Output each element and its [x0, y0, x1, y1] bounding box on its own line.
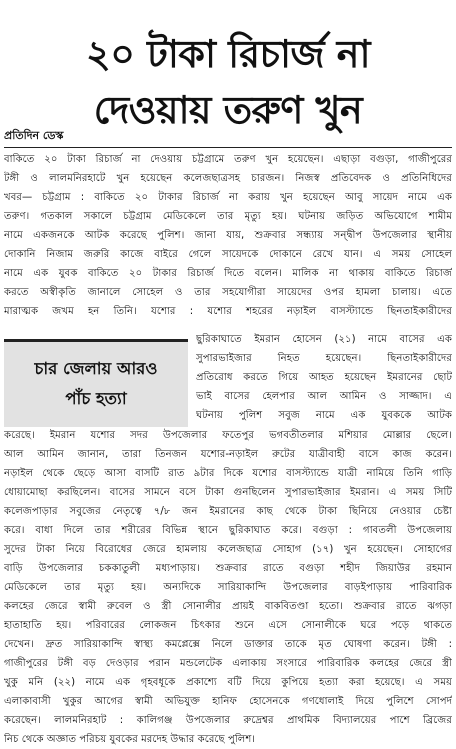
body-line: টঙ্গী ও লালমনিরহাটে খুন হয়েছেন কলেজছাত্রসহ চারজন। নিজস্ব প্রতিবেদক ও প্রতিনিধিদের [4, 173, 452, 184]
body-line: করতে অস্বীকৃতি জানালে সোহেল ও তার সহযোগীরা সায়েদের ওপর হামলা চালায়। এতে [4, 287, 452, 298]
body-line: মেডিকেলে তার মৃত্যু হয়। অন্যদিকে সারিয়াকান্দি উপজেলার বাড়ইপাড়ায় পারিবারিক [4, 582, 452, 593]
body-line: করেছে। ইমরান যশোর সদর উপজেলার ফতেপুর ভগবতীতলার মশিয়ার মোল্লার ছেলে। [4, 430, 452, 441]
body-line: তরুণ। গতকাল সকালে চট্টগ্রাম মেডিকেলে তার মৃত্যু হয়। ঘটনায় জড়িত অভিযোগে শামীম [4, 211, 452, 222]
subhead-line-2: পাঁচ হত্যা [65, 389, 127, 408]
headline-line-2: দেওয়ায় তরুণ খুন [93, 88, 363, 132]
subhead-box [4, 339, 188, 427]
body-line: দোকানি নিজাম জরুরি কাজে বাইরে গেলে সায়েদকে দোকানে রেখে যান। এ সময় সোহেল [4, 249, 452, 260]
body-line: করেছেন। লালমনিরহাট : কালিগঞ্জ উপজেলার রুদ্রেশ্বর প্রাথমিক বিদ্যালয়ের পাশে ব্রিজের [4, 715, 452, 726]
article-body-narrow [196, 330, 452, 425]
body-line: নামে এক যুবক বাকিতে ২০ টাকার রিচার্জ দিতে বলেন। মালিক না থাকায় বাকিতে রিচার্জ [4, 268, 452, 279]
body-line: ভাই বাসের হেলপার আল আমিন ও সাজ্জাদ। এ [196, 391, 452, 402]
byline-divider [4, 147, 452, 148]
body-line: গাজীপুরের টঙ্গী বড় দেওড়ার পরান মন্ডলেটেক এলাকায় সংসারে পারিবারিক কলহের জেরে স্ত্রী [4, 658, 452, 669]
body-line: নামে একজনকে আটক করেছে পুলিশ। জানা যায়, শুক্রবার সন্ধ্যায় সন্দ্বীপ উপজেলার স্থানীয় [4, 230, 452, 241]
body-line: বাকিতে ২০ টাকা রিচার্জ না দেওয়ায় চট্টগ্রামে তরুণ খুন হয়েছেন। এছাড়া বগুড়া, গাজীপুরের [4, 154, 452, 165]
body-line: সুদের টাকা নিয়ে বিরোধের জেরে হামলায় কলেজছাত্র সোহাগ (১৭) খুন হয়েছেন। সোহাগের [4, 544, 452, 555]
body-line: কলহের জেরে স্বামী রুবেল ও স্ত্রী সোনালীর প্রায়ই বাকবিতণ্ডা হতো। শুক্রবার রাতে ঝগড়া [4, 601, 452, 612]
body-line: দেখেন। দ্রুত সারিয়াকান্দি স্বাস্থ্য কমপ্লেক্সে নিলে ডাক্তার তাকে মৃত ঘোষণা করেন। টঙ্গী : [4, 639, 452, 650]
body-line: সুপারভাইজার নিহত হয়েছেন। ছিনতাইকারীদের [196, 353, 452, 364]
body-line: প্রতিরোধ করতে গিয়ে আহত হয়েছেন ইমরানের ছোট [196, 372, 452, 383]
body-line: মারাত্মক জখম হন তিনি। যশোর : যশোর শহরের নড়াইল বাসস্ট্যান্ডে ছিনতাইকারীদের [4, 306, 452, 317]
body-line: ধোয়ামোছা করছিলেন। বাসের সামনে বসে টাকা গুনছিলেন সুপারভাইজার ইমরান। এ সময় সিটি [4, 487, 452, 498]
article-body-top [4, 150, 452, 321]
body-line: ছুরিকাঘাতে ইমরান হোসেন (২১) নামে বাসের এক [196, 334, 452, 345]
body-line: করে। বাধা দিলে তার শরীরের বিভিন্ন স্থানে ছুরিকাঘাত করে। বগুড়া : গাবতলী উপজেলায় [4, 525, 452, 536]
subhead-line-1: চার জেলায় আরও [34, 359, 158, 378]
article-body-bottom [4, 426, 452, 749]
body-line: এলাকাবাসী খুকুর আগের স্বামী অভিযুক্ত হানিফ হোসেনকে গণধোলাই দিয়ে পুলিশে সোপর্দ [4, 696, 452, 707]
body-line: বাড়ি উপজেলার চককাতুলী মধ্যপাড়ায়। শুক্রবার রাতে বগুড়া শহীদ জিয়াউর রহমান [4, 563, 452, 574]
headline-line-1: ২০ টাকা রিচার্জ না [86, 32, 370, 76]
body-line: আল আমিন জানান, তারা তিনজন যশোর-নড়াইল রুটের যাত্রীবাহী বাসে কাজ করেন। [4, 449, 452, 460]
body-line: ঘটনায় পুলিশ সবুজ নামে এক যুবককে আটক [196, 410, 452, 421]
body-line: নিচ থেকে অজ্ঞাত পরিচয় যুবকের মরদেহ উদ্ধার করেছে পুলিশ। [4, 734, 256, 745]
byline: প্রতিদিন ডেস্ক [4, 129, 64, 142]
body-line: নড়াইল থেকে ছেড়ে আসা বাসটি রাত ৯টার দিকে যশোর বাসস্ট্যান্ডে যাত্রী নামিয়ে তিনি গাড়ি [4, 468, 452, 479]
body-line: খুকু মনি (২২) নামে এক গৃহবধূকে প্রকাশ্যে বটি দিয়ে কুপিয়ে হত্যা করা হয়েছে। এ সময় [4, 677, 452, 688]
body-line: কলেজপাড়ার সবুজের নেতৃত্বে ৭/৮ জন ইমরানের কাছ থেকে টাকা ছিনিয়ে নেওয়ার চেষ্টা [4, 506, 452, 517]
body-line: খবর— চট্টগ্রাম : বাকিতে ২০ টাকার রিচার্জ না করায় খুন হয়েছেন আবু সায়েদ নামে এক [4, 192, 452, 203]
body-line: হাতাহাতি হয়। পরিবারের লোকজন চিৎকার শুনে এসে সোনালীকে ঘরে পড়ে থাকতে [4, 620, 452, 631]
